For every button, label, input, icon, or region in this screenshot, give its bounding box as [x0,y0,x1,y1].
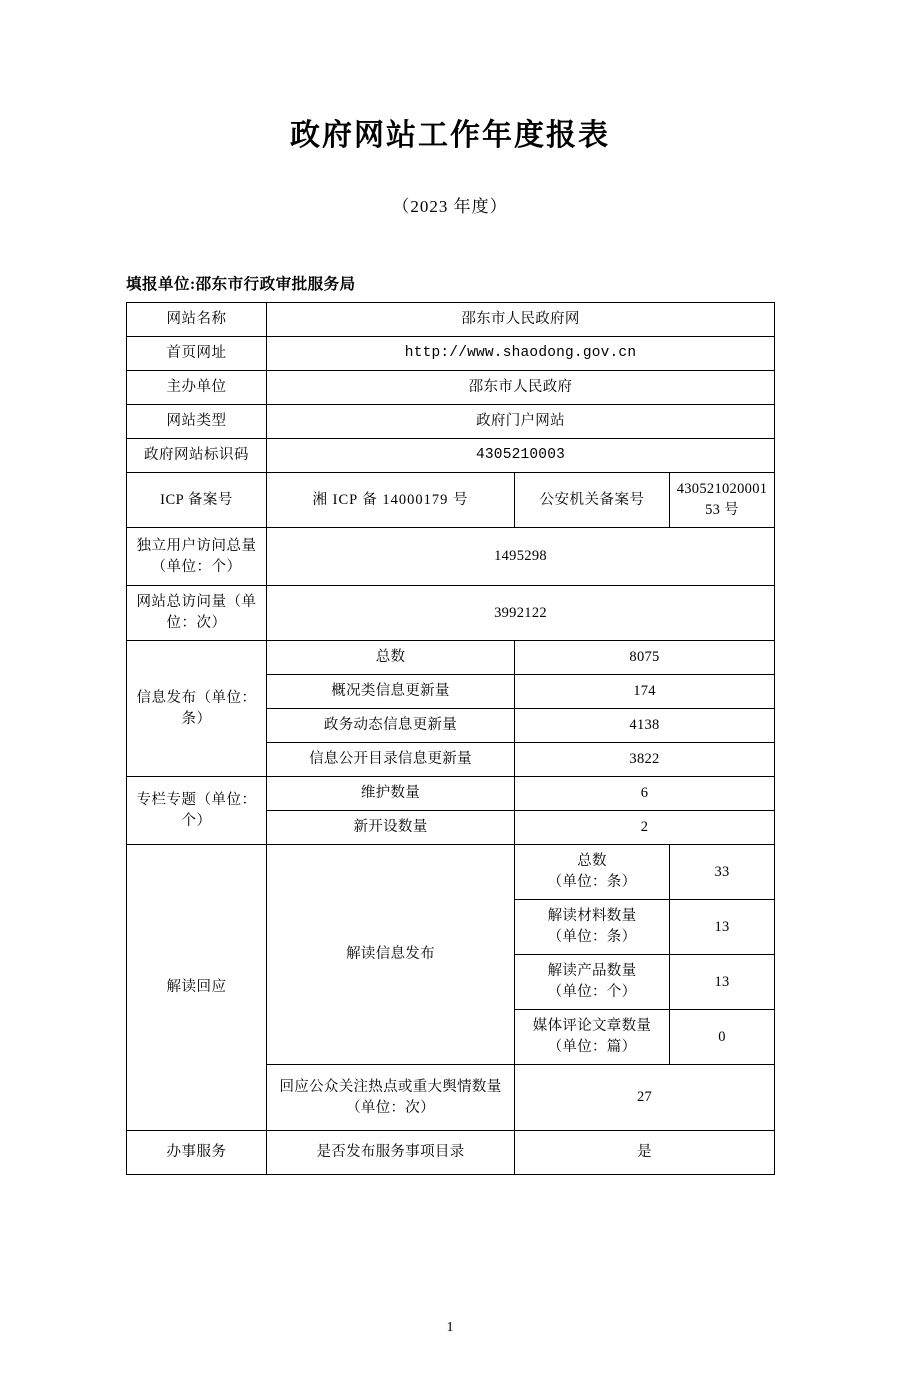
table-row [127,337,775,371]
interpret-response-label: 解读回应 [127,845,267,1131]
interpret-row-name-line2: （单位：条） [547,874,637,891]
interpret-row-name-line1: 媒体评论文章数量 [532,1018,652,1035]
icp-value: 湘 ICP 备 14000179 号 [267,473,515,528]
site-type-value: 政府门户网站 [267,405,775,439]
column-topic-label: 专栏专题（单位：个） [127,777,267,845]
table-row [127,777,775,811]
annual-report-table [126,302,775,1175]
public-response-value: 27 [515,1065,775,1131]
unique-visitors-label: 独立用户访问总量（单位：个） [127,528,267,586]
sponsor-value: 邵东市人民政府 [267,371,775,405]
interpret-row-name-line1: 解读材料数量 [547,908,637,925]
info-publish-row-name: 总数 [267,641,515,675]
police-record-value: 43052102000153 号 [670,473,775,528]
interpret-row-value: 33 [670,845,775,900]
homepage-label: 首页网址 [127,337,267,371]
interpret-row-name [515,845,670,900]
interpret-row-name-line2: （单位：条） [547,929,637,946]
police-record-label: 公安机关备案号 [515,473,670,528]
interpret-row-name-line2: （单位：篇） [547,1039,637,1056]
page-subtitle: （2023 年度） [392,197,508,216]
table-row [127,371,775,405]
page-number: 1 [446,1320,454,1335]
gov-site-id-value: 4305210003 [267,439,775,473]
table-row [127,303,775,337]
public-response-label: 回应公众关注热点或重大舆情数量（单位：次） [267,1065,515,1131]
service-directory-value: 是 [515,1131,775,1175]
site-name-label: 网站名称 [127,303,267,337]
unique-visitors-value: 1495298 [267,528,775,586]
column-topic-row-value: 2 [515,811,775,845]
table-row [127,845,775,900]
site-type-label: 网站类型 [127,405,267,439]
table-row [127,586,775,641]
interpret-row-name [515,1010,670,1065]
info-publish-row-name: 信息公开目录信息更新量 [267,743,515,777]
info-publish-row-name: 政务动态信息更新量 [267,709,515,743]
info-publish-row-name: 概况类信息更新量 [267,675,515,709]
reporting-unit-label: 填报单位:邵东市行政审批服务局 [126,276,356,293]
total-visits-value: 3992122 [267,586,775,641]
column-topic-row-value: 6 [515,777,775,811]
table-row [127,528,775,586]
table-row [127,641,775,675]
sponsor-label: 主办单位 [127,371,267,405]
interpret-row-name [515,955,670,1010]
info-publish-row-value: 174 [515,675,775,709]
interpret-row-value: 13 [670,955,775,1010]
table-row [127,439,775,473]
info-publish-row-value: 4138 [515,709,775,743]
interpret-row-name [515,900,670,955]
service-directory-label: 是否发布服务事项目录 [267,1131,515,1175]
gov-site-id-label: 政府网站标识码 [127,439,267,473]
service-label: 办事服务 [127,1131,267,1175]
table-row [127,1131,775,1175]
column-topic-row-name: 维护数量 [267,777,515,811]
homepage-value: http://www.shaodong.gov.cn [267,337,775,371]
interpret-row-value: 0 [670,1010,775,1065]
document-page [0,118,900,1390]
info-publish-row-value: 3822 [515,743,775,777]
table-row [127,473,775,528]
total-visits-label: 网站总访问量（单位：次） [127,586,267,641]
info-publish-label: 信息发布（单位：条） [127,641,267,777]
column-topic-row-name: 新开设数量 [267,811,515,845]
page-title: 政府网站工作年度报表 [290,118,610,153]
site-name-value: 邵东市人民政府网 [267,303,775,337]
interpret-row-name-line2: （单位：个） [547,984,637,1001]
info-publish-row-value: 8075 [515,641,775,675]
interpret-publish-label: 解读信息发布 [267,845,515,1065]
interpret-row-name-line1: 总数 [577,853,607,870]
icp-label: ICP 备案号 [127,473,267,528]
interpret-row-name-line1: 解读产品数量 [547,963,637,980]
table-row [127,405,775,439]
interpret-row-value: 13 [670,900,775,955]
